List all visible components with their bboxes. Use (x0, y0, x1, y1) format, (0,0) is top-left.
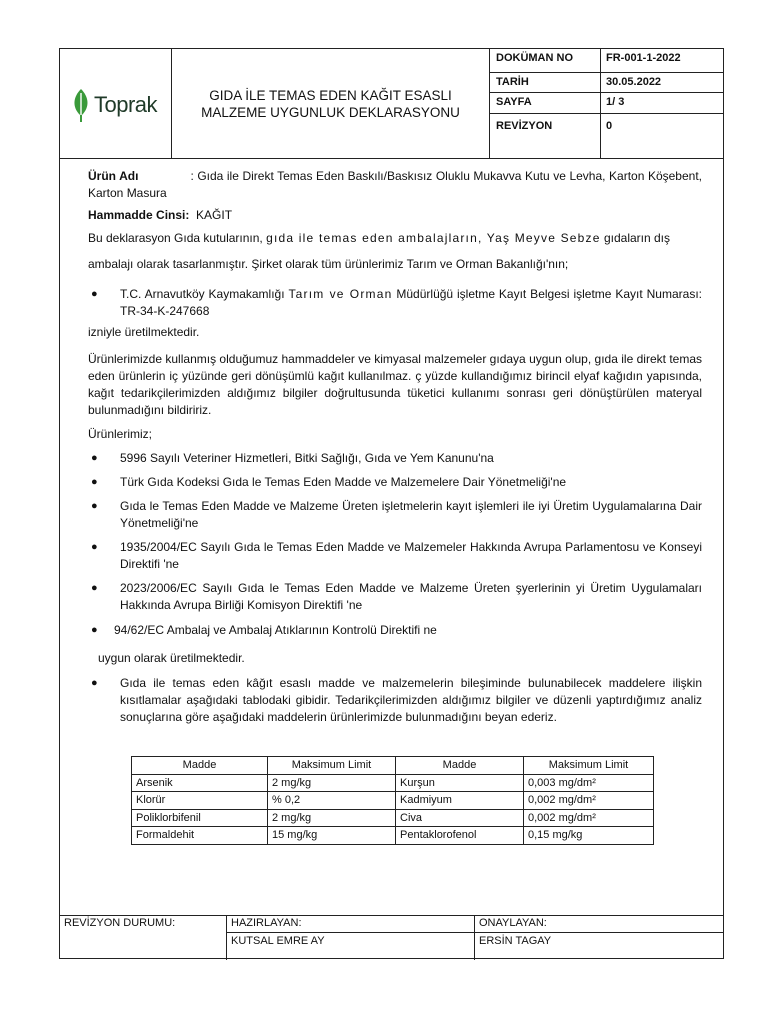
intro-text: Bu deklarasyon Gıda kutularının, (88, 231, 267, 245)
raw-material-label: Hammadde Cinsi: (88, 208, 190, 222)
intro-text: gıdaların dış (600, 231, 670, 245)
revision-status-label: REVİZYON DURUMU: (64, 917, 176, 929)
document-title: GIDA İLE TEMAS EDEN KAĞIT ESASLI MALZEME UYGUNLUK DEKLARASYONU (201, 87, 460, 120)
table-row (132, 827, 654, 845)
product-value: : Gıda ile Direkt Temas Eden Baskılı/Baskısız Oluklu Mukavva Kutu ve Levha, Karton Köşebent, Karton Masura (88, 169, 702, 200)
table-header-row (132, 757, 654, 775)
table-row (132, 792, 654, 810)
meta-key: REVİZYON (496, 120, 553, 132)
product-line (88, 168, 702, 202)
logo-text: Toprak (94, 92, 158, 117)
registry-text (120, 286, 702, 320)
meta-value: 1/ 3 (606, 96, 625, 108)
company-logo (70, 87, 157, 123)
meta-key: SAYFA (496, 96, 532, 108)
meta-value: 30.05.2022 (606, 76, 662, 88)
regulation-text: Türk Gıda Kodeksi Gıda le Temas Eden Madde ve Malzemelere Dair Yönetmeliği'ne (120, 475, 567, 489)
statement-text: Gıda ile temas eden kâğıt esaslı madde ve malzemelerin bileşiminde bulunabilecek maddelere ilişkin kısıtlamalar aşağıdaki tablodaki gibidir. Tedarikçilerimizden aldığımız bilgiler ve düzenli yaptırdığımız analiz sonuçlarına göre aşağıdaki maddelerin ürünlerimizde bulunmadığını beyan ederiz. (120, 676, 702, 724)
meta-key: TARİH (496, 76, 529, 88)
column-header: Maksimum Limit (524, 757, 654, 775)
registry-part: T.C. Arnavutköy Kaymakamlığı (120, 287, 289, 301)
regulation-text: Gıda le Temas Eden Madde ve Malzeme Üreten işletmelerin kayıt işlemleri ile iyi Üretim Uygulamalarına Dair Yönetmeliği'ne (120, 499, 702, 530)
raw-material-value: KAĞIT (196, 208, 233, 222)
registry-part: Müdürlüğü işletme Kayıt Belgesi işletme Kayıt Numarası: TR-34-K-247668 (120, 287, 702, 318)
approved-by-label: ONAYLAYAN: (479, 917, 547, 929)
table-cell: Formaldehit (132, 827, 268, 845)
document-frame (59, 48, 724, 959)
table-cell: Kurşun (396, 774, 524, 792)
table-cell: 0,002 mg/dm² (524, 809, 654, 827)
column-header: Maksimum Limit (268, 757, 396, 775)
raw-material-line (88, 207, 702, 224)
meta-row (490, 93, 723, 114)
logo-cell (60, 49, 172, 158)
table-cell: 0,003 mg/dm² (524, 774, 654, 792)
table-cell: Poliklorbifenil (132, 809, 268, 827)
bullet-icon: ● (91, 288, 98, 300)
document-header (60, 49, 723, 159)
table-cell: Civa (396, 809, 524, 827)
table-cell: 0,002 mg/dm² (524, 792, 654, 810)
regulation-text: 2023/2006/EC Sayılı Gıda le Temas Eden Madde ve Malzeme Üreten şyerlerinin yi Üretim Uygulamaları Hakkında Avrupa Birliği Komisyon Direktifi 'ne (120, 581, 702, 612)
meta-value: FR-001-1-2022 (606, 52, 681, 64)
declaration-paragraph: Ürünlerimizde kullanmış olduğumuz hammaddeler ve kimyasal malzemeler gıdaya uygun olup, gıda ile direkt temas eden ürünlerin iç yüzünde geri dönüşümlü kağıt kullanılmaz. ç yüzde kullandığımız birincil elyaf kağıdın yapısında, kağıt tedarikçilerimizden aldığımız bilgiler doğrultusunda tüketici kullanımı sonrası geri dönüştürülen materyal bulunmadığını bildiririz. (88, 352, 702, 417)
intro-line-1 (88, 230, 702, 247)
limits-table (131, 756, 654, 845)
bullet-icon: ● (91, 500, 98, 512)
meta-row (490, 114, 723, 158)
signature-footer (60, 915, 723, 959)
column-header: Madde (132, 757, 268, 775)
table-cell: 2 mg/kg (268, 809, 396, 827)
products-heading: Ürünlerimiz; (88, 427, 153, 441)
table-cell: Pentaklorofenol (396, 827, 524, 845)
regulation-text: 1935/2004/EC Sayılı Gıda le Temas Eden Madde ve Malzemeler Hakkında Avrupa Parlamentosu ve Konseyi Direktifi 'ne (120, 540, 702, 571)
meta-value: 0 (606, 120, 613, 132)
leaf-icon (70, 87, 92, 123)
product-label: Ürün Adı (88, 169, 139, 183)
license-line: izniyle üretilmektedir. (88, 325, 200, 339)
column-header: Madde (396, 757, 524, 775)
intro-text: gıda ile temas eden ambalajların, Yaş Meyve Sebze (266, 231, 601, 245)
meta-key: DOKÜMAN NO (496, 52, 573, 64)
bullet-icon: ● (91, 452, 98, 464)
table-cell: 15 mg/kg (268, 827, 396, 845)
table-cell: Klorür (132, 792, 268, 810)
table-row (132, 774, 654, 792)
registry-part: Tarım ve Orman (288, 287, 393, 301)
table-cell: % 0,2 (268, 792, 396, 810)
title-cell (172, 49, 490, 158)
intro-line-2: ambalajı olarak tasarlanmıştır. Şirket olarak tüm ürünlerimiz Tarım ve Orman Bakanlığı'nın; (88, 257, 569, 271)
table-cell: 0,15 mg/kg (524, 827, 654, 845)
regulation-text: 94/62/EC Ambalaj ve Ambalaj Atıklarının Kontrolü Direktifi ne (114, 623, 437, 637)
document-meta (490, 49, 723, 158)
bullet-icon: ● (91, 541, 98, 553)
regulation-text: 5996 Sayılı Veteriner Hizmetleri, Bitki Sağlığı, Gıda ve Yem Kanunu'na (120, 451, 494, 465)
meta-row (490, 49, 723, 73)
conformity-line: uygun olarak üretilmektedir. (98, 651, 245, 665)
prepared-by-name: KUTSAL EMRE AY (231, 935, 325, 947)
bullet-icon: ● (91, 624, 98, 636)
bullet-icon: ● (91, 476, 98, 488)
table-cell: 2 mg/kg (268, 774, 396, 792)
table-row (132, 809, 654, 827)
prepared-by-label: HAZIRLAYAN: (231, 917, 302, 929)
bullet-icon: ● (91, 677, 98, 689)
table-cell: Arsenik (132, 774, 268, 792)
bullet-icon: ● (91, 582, 98, 594)
table-cell: Kadmiyum (396, 792, 524, 810)
meta-row (490, 73, 723, 93)
approved-by-name: ERSİN TAGAY (479, 935, 552, 947)
